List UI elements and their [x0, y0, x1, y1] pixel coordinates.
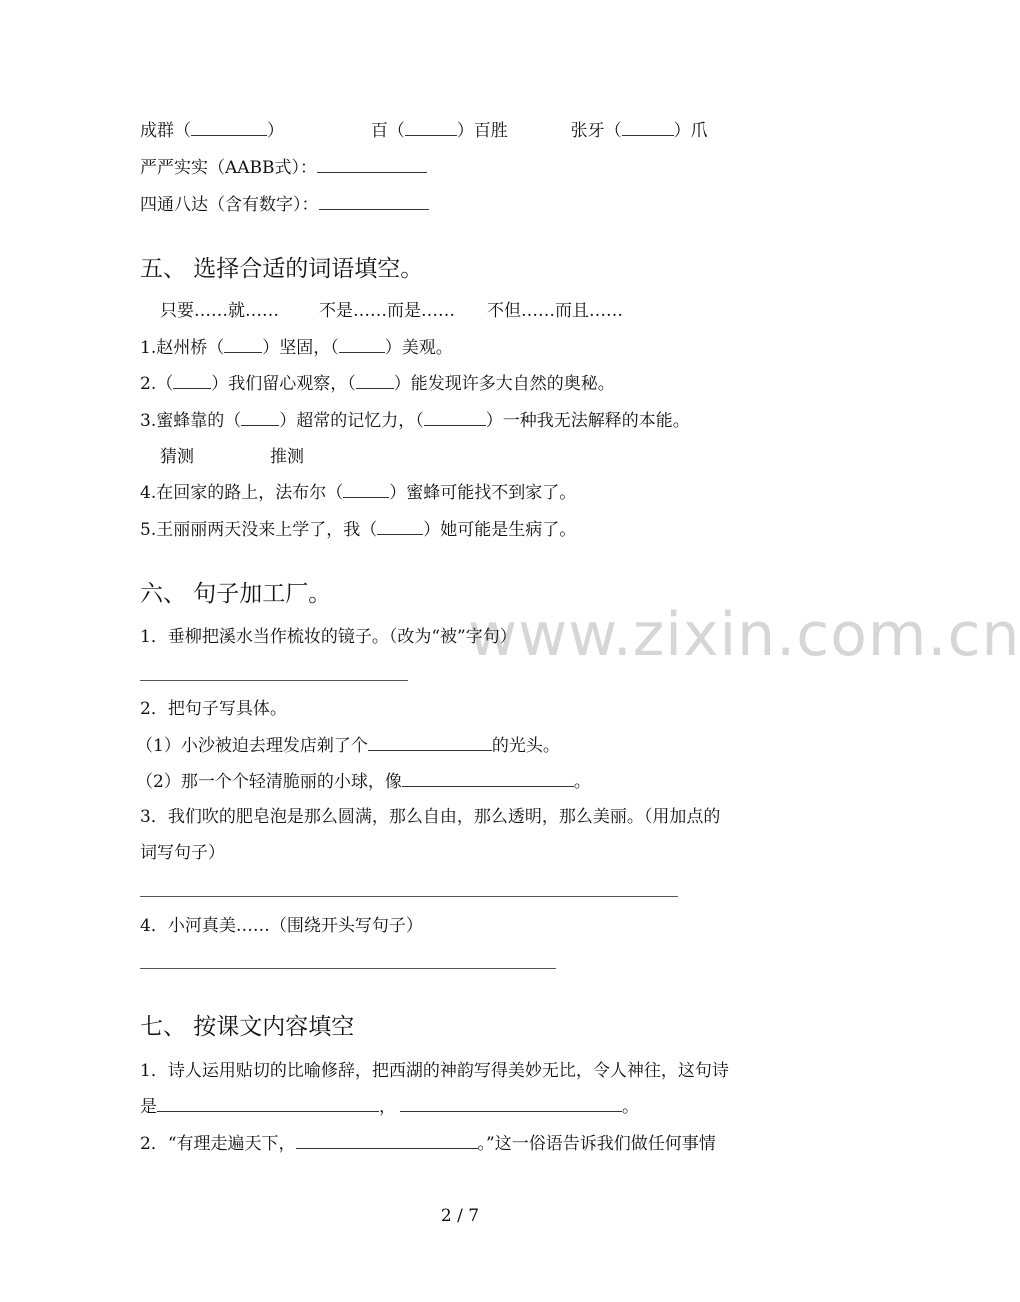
- option-2: 不是……而是……: [319, 301, 455, 321]
- s6-question-2-1: [136, 735, 560, 757]
- text: 。”这一俗语告诉我们做任何事情: [477, 1134, 716, 1154]
- s7-question-1-line-1: 1．诗人运用贴切的比喻修辞，把西湖的神韵写得美妙无比，令人神往，这句诗: [140, 1061, 729, 1081]
- blank: [157, 1096, 379, 1112]
- answer-line: [140, 968, 556, 969]
- idiom-3-prefix: 张牙（: [570, 121, 622, 141]
- text: ）超常的记忆力，（: [279, 411, 424, 431]
- blank: [402, 771, 574, 787]
- text: 2．“有理走遍天下，: [140, 1134, 296, 1154]
- s5-question-2: [140, 373, 615, 395]
- blank: [622, 120, 674, 136]
- text: ）坚固，（: [262, 338, 339, 358]
- word-options: [160, 446, 304, 468]
- answer-line: [140, 896, 678, 897]
- option-1: 只要……就……: [160, 301, 279, 321]
- text: 2.（: [140, 374, 174, 394]
- text: 3.蜜蜂靠的（: [140, 411, 242, 431]
- conjunction-options: [160, 300, 623, 322]
- text: ）蜜蜂可能找不到家了。: [389, 483, 577, 503]
- word-option-1: 猜测: [160, 447, 194, 467]
- blank: [377, 519, 423, 535]
- s6-question-2: 2．把句子写具体。: [140, 699, 287, 719]
- blank: [405, 120, 457, 136]
- text: 。: [573, 772, 591, 792]
- blank: [356, 373, 394, 389]
- text: ）我们留心观察，（: [211, 374, 356, 394]
- blank: [400, 1096, 622, 1112]
- section-5-title: 五、 选择合适的词语填空。: [140, 256, 424, 282]
- section-7-title: 七、 按课文内容填空: [140, 1014, 355, 1040]
- blank: [339, 337, 385, 353]
- blank: [296, 1133, 478, 1149]
- idiom-1-prefix: 成群（: [140, 121, 191, 141]
- aabb-line: [140, 157, 427, 179]
- s5-question-3: [140, 410, 690, 432]
- s6-question-2-2: [136, 771, 591, 793]
- text: 4.在回家的路上，法布尔（: [140, 483, 344, 503]
- blank: [368, 735, 492, 751]
- s6-question-3-line-1: 3．我们吹的肥皂泡是那么圆满，那么自由，那么透明，那么美丽。（用加点的: [140, 807, 721, 827]
- blank: [224, 337, 262, 353]
- text: 1.赵州桥（: [140, 338, 225, 358]
- text: 。: [622, 1097, 639, 1117]
- blank: [241, 410, 279, 426]
- s5-question-5: [140, 519, 576, 541]
- word-option-2: 推测: [270, 447, 304, 467]
- number-idiom-line: [140, 194, 429, 216]
- number-idiom-prompt: 四通八达（含有数字）：: [140, 195, 319, 215]
- blank: [173, 373, 211, 389]
- text: （2）那一个个轻清脆丽的小球，像: [136, 772, 402, 792]
- answer-line: [140, 680, 408, 681]
- s6-question-4: 4．小河真美……（围绕开头写句子）: [140, 916, 423, 936]
- text: ）她可能是生病了。: [423, 520, 577, 540]
- blank: [191, 120, 267, 136]
- blank: [317, 157, 427, 173]
- idiom-1-suffix: ）: [267, 121, 284, 141]
- text: 5.王丽丽两天没来上学了，我（: [140, 520, 378, 540]
- option-3: 不但……而且……: [487, 301, 623, 321]
- idiom-3-suffix: ）爪: [673, 121, 708, 141]
- s5-question-4: [140, 482, 576, 504]
- text: ）能发现许多大自然的奥秘。: [393, 374, 615, 394]
- aabb-prompt: 严严实实（AABB式）：: [140, 158, 318, 178]
- s5-question-1: [140, 337, 453, 359]
- text: ）美观。: [384, 338, 453, 358]
- text: ）一种我无法解释的本能。: [485, 411, 690, 431]
- s6-question-3-line-2: 词写句子）: [140, 843, 225, 863]
- blank: [424, 410, 486, 426]
- s7-question-2: [140, 1133, 716, 1155]
- text: 的光头。: [491, 736, 560, 756]
- text: ，: [379, 1097, 396, 1117]
- idiom-line: [140, 120, 708, 142]
- text: 是: [140, 1097, 157, 1117]
- page-number: 2 / 7: [440, 1206, 480, 1226]
- blank: [319, 194, 429, 210]
- text: （1）小沙被迫去理发店剃了个: [136, 736, 368, 756]
- s6-question-1: 1．垂柳把溪水当作梳妆的镜子。（改为“被”字句）: [140, 627, 517, 647]
- idiom-2-suffix: ）百胜: [456, 121, 508, 141]
- watermark: www.zixin.com.cn: [468, 600, 1020, 670]
- section-6-title: 六、 句子加工厂。: [140, 581, 332, 607]
- idiom-2-prefix: 百（: [370, 121, 405, 141]
- s7-question-1-line-2: [140, 1096, 639, 1118]
- blank: [343, 482, 389, 498]
